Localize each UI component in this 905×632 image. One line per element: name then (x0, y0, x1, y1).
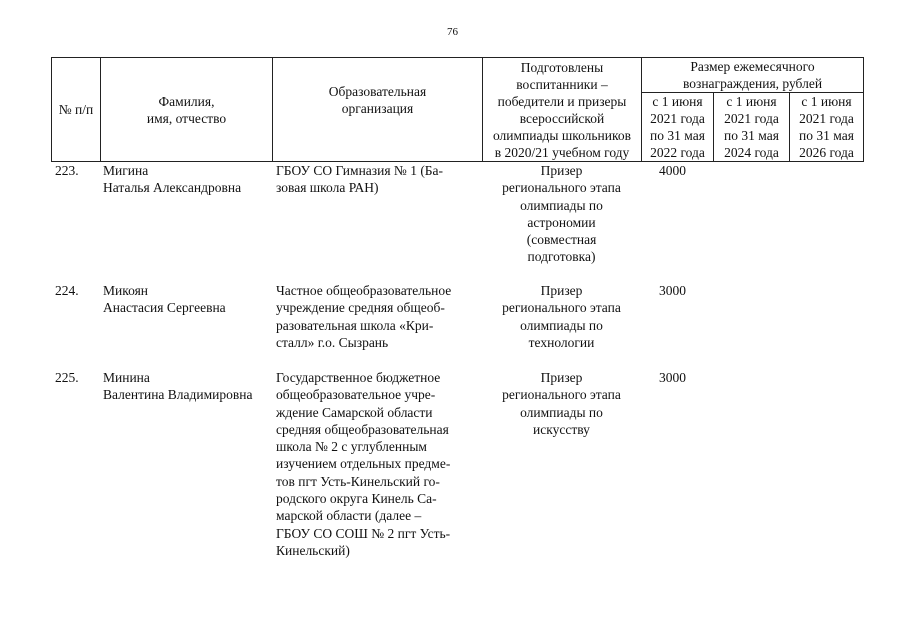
header-number: № п/п (52, 58, 101, 162)
table-body (51, 162, 863, 559)
reward-amount: 3000 (659, 370, 686, 385)
prize-description: Призер регионального этапа олимпиады по искусству (502, 370, 621, 437)
row-number: 224. (55, 283, 79, 298)
header-prepared: Подготовлены воспитанники – победители и призеры всероссийской олимпиады школьников в 2020/21 учебном году (483, 58, 642, 162)
reward-amount: 4000 (659, 163, 686, 178)
table-row (51, 282, 863, 369)
row-number: 223. (55, 163, 79, 178)
header-period-2026: с 1 июня 2021 года по 31 мая 2026 года (790, 93, 864, 162)
prize-description: Призер регионального этапа олимпиады по астрономии (совместная подготовка) (502, 163, 621, 265)
header-period-2022: с 1 июня 2021 года по 31 мая 2022 года (642, 93, 714, 162)
header-reward: Размер ежемесячного вознаграждения, рублей (642, 58, 864, 93)
header-organization: Образовательная организация (273, 58, 483, 162)
organization: Частное общеобразовательное учреждение средняя общеоб- разовательная школа «Кри- сталл» г.о. Сызрань (276, 283, 452, 350)
person-name: Минина Валентина Владимировна (103, 370, 253, 403)
row-number: 225. (55, 370, 79, 385)
reward-amount: 3000 (659, 283, 686, 298)
header-name: Фамилия, имя, отчество (101, 58, 273, 162)
organization: Государственное бюджетное общеобразовательное учре- ждение Самарской области средняя общеобразовательная школа № 2 с углубленным изучением отдельных предме- тов пгт Усть-Кинельский го- родского округа Кинель Са- марской области (далее – ГБОУ СО СОШ № 2 пгт Усть- Кинельский) (276, 370, 451, 558)
person-name: Микоян Анастасия Сергеевна (103, 283, 226, 316)
table-row (51, 162, 863, 282)
person-name: Мигина Наталья Александровна (103, 163, 242, 196)
table-header (51, 57, 864, 162)
table-row (51, 369, 863, 559)
header-period-2024: с 1 июня 2021 года по 31 мая 2024 года (714, 93, 790, 162)
organization: ГБОУ СО Гимназия № 1 (Ба- зовая школа РАН) (276, 163, 444, 196)
prize-description: Призер регионального этапа олимпиады по технологии (502, 283, 621, 350)
page-number: 76 (447, 26, 458, 38)
